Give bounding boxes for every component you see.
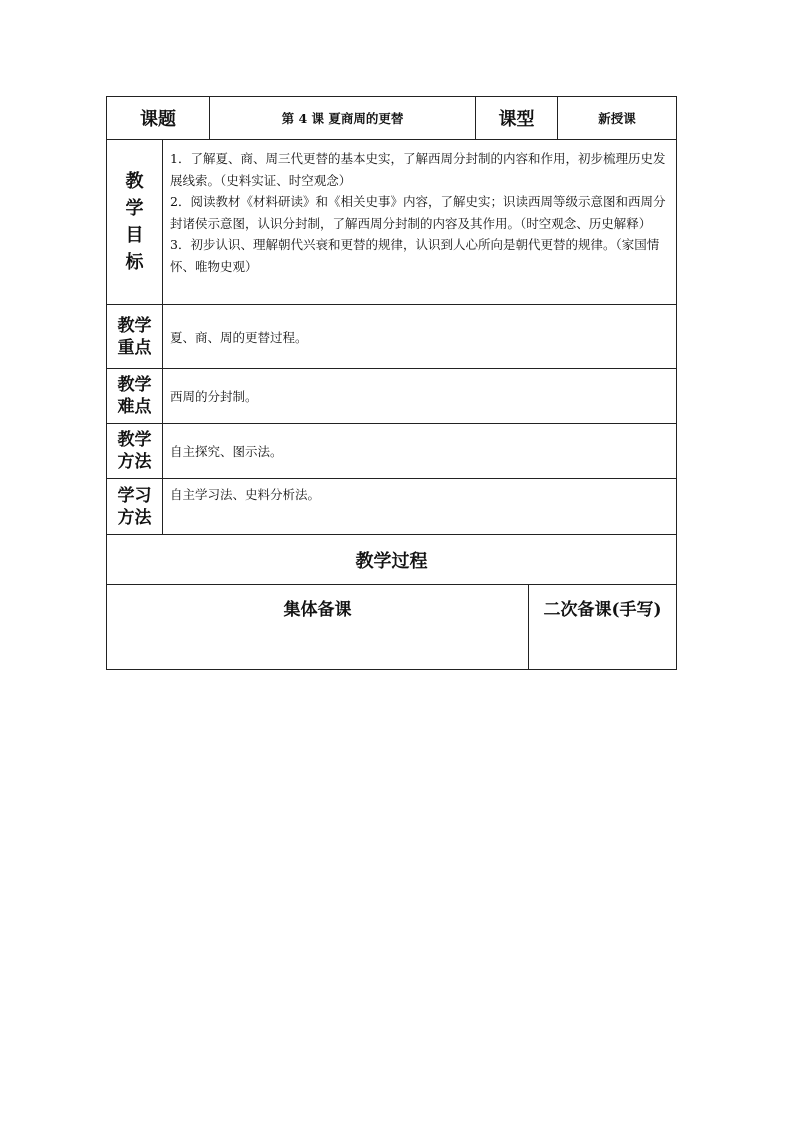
objective-item: 3．初步认识、理解朝代兴衰和更替的规律，认识到人心所向是朝代更替的规律。（家国情怀、唯物史观）: [170, 237, 660, 274]
objective-item: 2．阅读教材《材料研读》和《相关史事》内容，了解史实；识读西周等级示意图和西周分封诸侯示意图，认识分封制，了解西周分封制的内容及其作用。（时空观念、历史解释）: [170, 194, 666, 231]
collective-prep-label: 集体备课: [283, 600, 352, 620]
learning-method-value: 自主学习法、史料分析法。: [162, 478, 677, 535]
key-points-label-line2: 重点: [117, 337, 152, 358]
objectives-label: [106, 139, 163, 305]
difficulties-label-line1: 教学: [117, 375, 152, 395]
objectives-label-char-3: 目: [125, 225, 144, 246]
difficulties-label: [106, 368, 163, 424]
learning-method-label-line2: 方法: [117, 507, 152, 528]
key-points-label: [106, 304, 163, 369]
topic-label: 课题: [106, 96, 210, 140]
type-value: 新授课: [557, 96, 677, 140]
secondary-prep-cell: [528, 584, 677, 670]
learning-method-label-line1: 学习: [117, 485, 152, 506]
objectives-label-char-1: 教: [125, 171, 144, 192]
key-points-value: 夏、商、周的更替过程。: [162, 304, 677, 369]
teaching-method-label-line1: 教学: [117, 430, 152, 450]
objectives-label-char-4: 标: [125, 252, 144, 273]
collective-prep-cell: [106, 584, 529, 670]
difficulties-label-line2: 难点: [117, 397, 152, 417]
key-points-label-line1: 教学: [117, 315, 152, 336]
objective-item: 1．了解夏、商、周三代更替的基本史实，了解西周分封制的内容和作用，初步梳理历史发展线索。（史料实证、时空观念）: [170, 151, 666, 188]
objectives-label-char-2: 学: [125, 198, 144, 219]
secondary-prep-label: 二次备课(手写): [543, 600, 662, 620]
teaching-method-label-line2: 方法: [117, 452, 152, 472]
process-title: 教学过程: [106, 534, 677, 585]
type-label: 课型: [475, 96, 558, 140]
objectives-content: [162, 139, 677, 305]
topic-value: 第 4 课 夏商周的更替: [209, 96, 476, 140]
learning-method-label: [106, 478, 163, 535]
teaching-method-value: 自主探究、图示法。: [162, 423, 677, 479]
difficulties-value: 西周的分封制。: [162, 368, 677, 424]
teaching-method-label: [106, 423, 163, 479]
